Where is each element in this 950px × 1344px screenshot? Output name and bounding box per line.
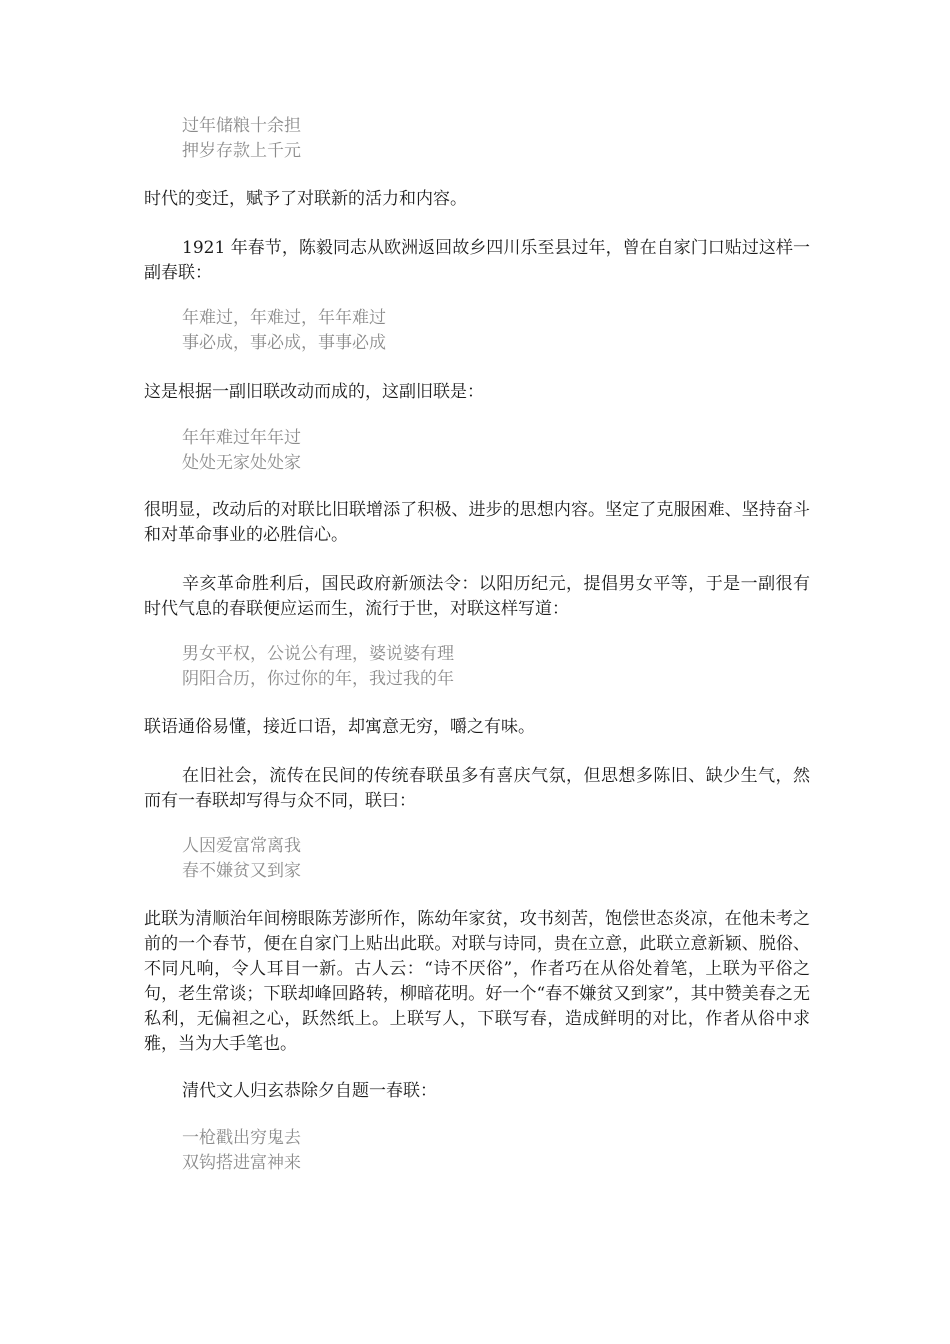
couplet-second-line: 押岁存款上千元 — [182, 141, 301, 161]
couplet-new-year-eve — [182, 1126, 782, 1176]
couplet-old-version — [182, 426, 782, 476]
paragraph-comparison: 很明显，改动后的对联比旧联增添了积极、进步的思想内容。坚定了克服困难、坚持奋斗和对革命事业的必胜信心。 — [144, 500, 810, 545]
paragraph-xinhai-revolution: 辛亥革命胜利后，国民政府新颁法令：以阳历纪元，提倡男女平等，于是一副很有时代气息的春联便应运而生，流行于世，对联这样写道： — [144, 574, 810, 619]
couplet-first-line: 一枪戳出穷鬼去 — [182, 1128, 301, 1148]
couplet-first-line: 人因爱富常离我 — [182, 836, 301, 856]
couplet-first-line: 男女平权，公说公有理，婆说婆有理 — [182, 644, 454, 664]
paragraph-chen-fangpeng: 此联为清顺治年间榜眼陈芳澎所作，陈幼年家贫，攻书刻苦，饱偿世态炎凉，在他未考之前的一个春节，便在自家门上贴出此联。对联与诗同，贵在立意，此联立意新颖、脱俗、不同凡响，令人耳目一新。古人云：“诗不厌俗”，作者巧在从俗处着笔，上联为平俗之句，老生常谈；下联却峰回路转，柳暗花明。好一个“春不嫌贫又到家”，其中赞美春之无私利，无偏袒之心，跃然纸上。上联写人，下联写春，造成鲜明的对比，作者从俗中求雅，当为大手笔也。 — [144, 909, 810, 1054]
couplet-second-line: 春不嫌贫又到家 — [182, 861, 301, 881]
paragraph-era-change: 时代的变迁，赋予了对联新的活力和内容。 — [144, 189, 467, 209]
paragraph-gui-xuangong: 清代文人归玄恭除夕自题一春联： — [182, 1081, 437, 1101]
paragraph-old-couplet-intro: 这是根据一副旧联改动而成的，这副旧联是： — [144, 382, 484, 402]
couplet-spring-poverty — [182, 834, 782, 884]
couplet-first-line: 年年难过年年过 — [182, 428, 301, 448]
couplet-second-line: 处处无家处处家 — [182, 453, 301, 473]
couplet-second-line: 双钩搭进富神来 — [182, 1153, 301, 1173]
couplet-second-line: 事必成，事必成，事事必成 — [182, 333, 386, 353]
paragraph-chen-yi: 1921 年春节，陈毅同志从欧洲返回故乡四川乐至县过年，曾在自家门口贴过这样一副春联： — [144, 238, 810, 283]
couplet-second-line: 阴阳合历，你过你的年，我过我的年 — [182, 669, 454, 689]
couplet-equality — [182, 642, 782, 692]
couplet-first-line: 过年储粮十余担 — [182, 116, 301, 136]
paragraph-old-society: 在旧社会，流传在民间的传统春联虽多有喜庆气氛，但思想多陈旧、缺少生气，然而有一春联却写得与众不同，联曰： — [144, 766, 810, 811]
paragraph-plain-language: 联语通俗易懂，接近口语，却寓意无穷，嚼之有味。 — [144, 717, 535, 737]
couplet-first-line: 年难过，年难过，年年难过 — [182, 308, 386, 328]
couplet-grain-savings — [182, 114, 782, 164]
couplet-chen-yi — [182, 306, 782, 356]
